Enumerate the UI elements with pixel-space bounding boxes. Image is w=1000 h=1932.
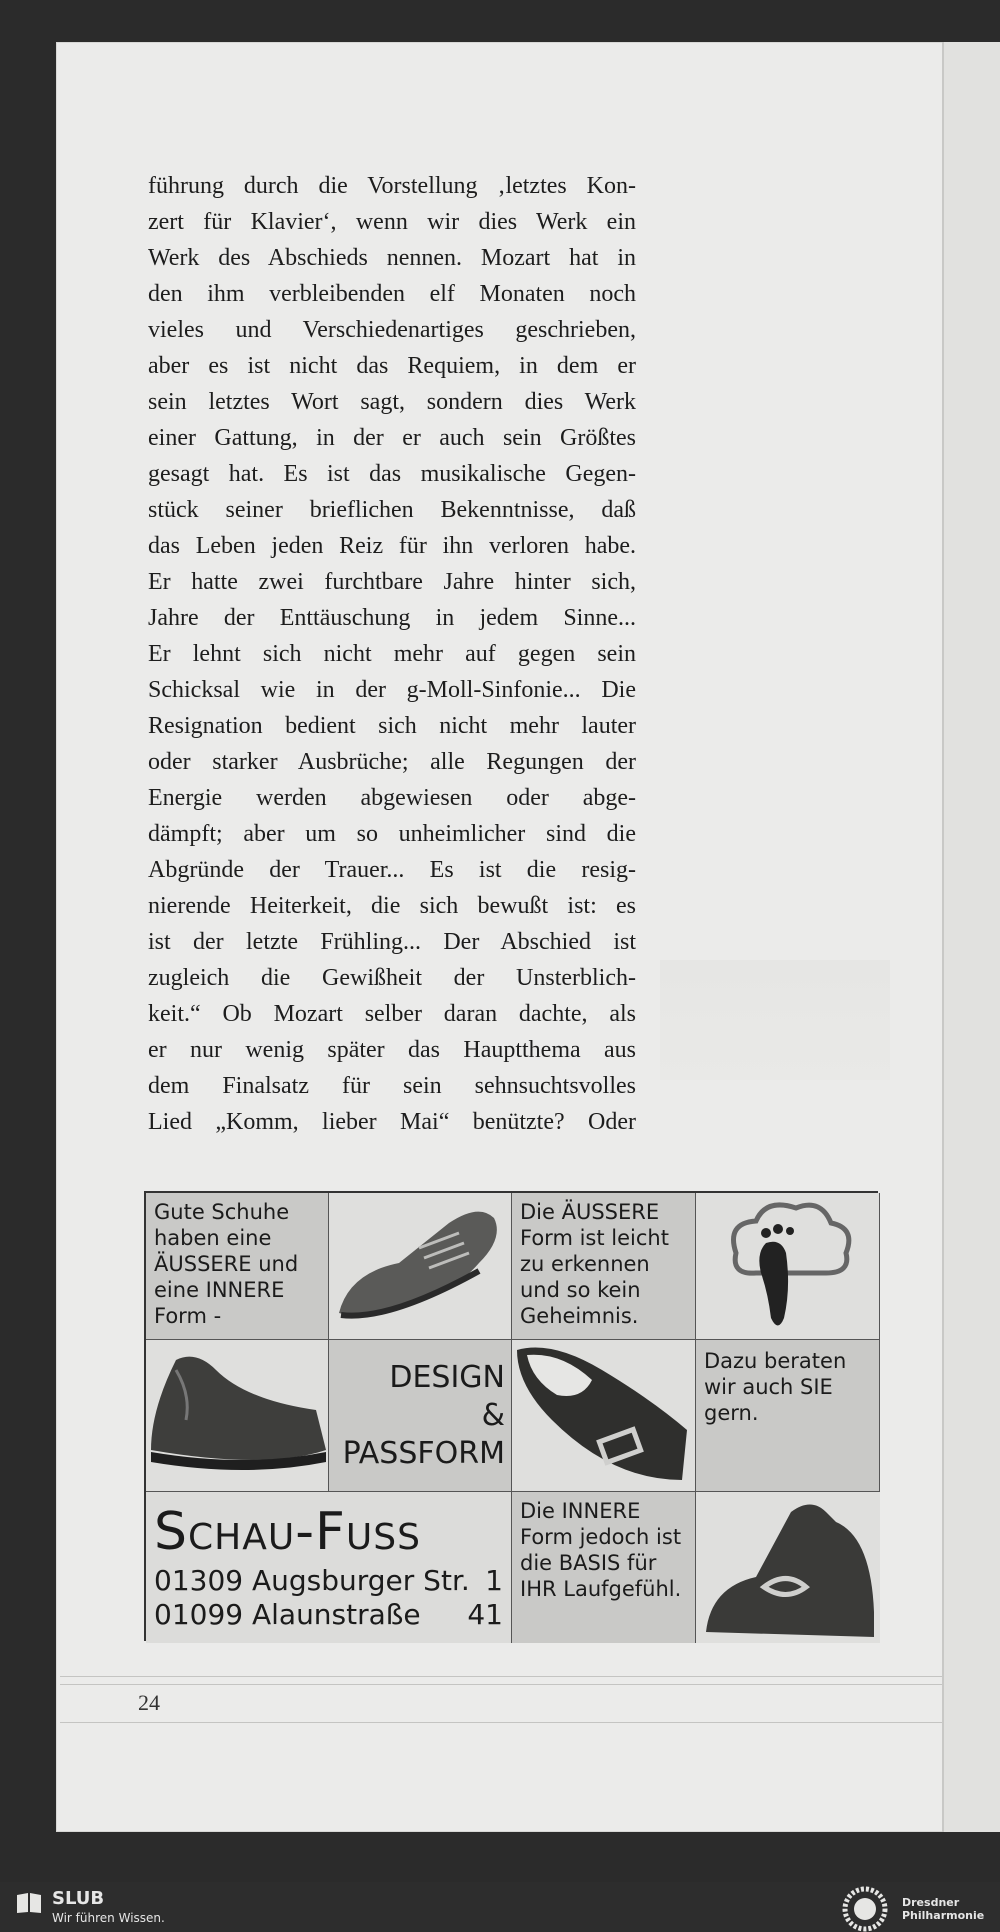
article-line: oder starker Ausbrüche; alle Regungen der	[148, 749, 636, 775]
article-line: Schicksal wie in der g-Moll-Sinfonie... Die	[148, 677, 636, 703]
buckle-shoe-icon	[512, 1340, 696, 1492]
page-rule-2	[60, 1684, 942, 1685]
article-line: den ihm verbleibenden elf Monaten noch	[148, 281, 636, 307]
partner-name-line-2: Philharmonie	[902, 1909, 985, 1922]
address-1-street: 01309 Augsburger Str.	[154, 1564, 470, 1597]
address-1-number: 1	[485, 1564, 503, 1597]
viewer-footer-bar	[0, 1882, 1000, 1932]
article-line: aber es ist nicht das Requiem, in dem er	[148, 353, 636, 379]
address-line-2	[154, 1598, 503, 1632]
article-line: sein letztes Wort sagt, sondern dies Werk	[148, 389, 636, 415]
ad-advice-cell: Dazu beraten wir auch SIE gern.	[696, 1340, 880, 1492]
footprint-cloud-icon	[696, 1193, 880, 1340]
ad-design-passform-cell	[329, 1340, 512, 1492]
article-line: nierende Heiterkeit, die sich bewußt ist: es	[148, 893, 636, 919]
article-line: er nur wenig später das Hauptthema aus	[148, 1037, 636, 1063]
address-line-1	[154, 1564, 503, 1598]
bleed-through-shade	[660, 960, 890, 1080]
ad-ampersand: &	[481, 1397, 505, 1433]
ad-footprint-cell	[696, 1193, 880, 1340]
ad-outer-form-cell: Die ÄUSSERE Form ist leicht zu erkennen und so kein Geheimnis.	[512, 1193, 696, 1340]
article-line: Werk des Abschieds nennen. Mozart hat in	[148, 245, 636, 271]
partner-name-line-1: Dresdner	[902, 1896, 960, 1909]
article-line: zugleich die Gewißheit der Unsterblich-	[148, 965, 636, 991]
address-2-number: 41	[467, 1598, 503, 1631]
article-line: Lied „Komm, lieber Mai“ benützte? Oder	[148, 1109, 636, 1135]
article-line: einer Gattung, in der er auch sein Größtes	[148, 425, 636, 451]
ad-shoe-image-cell-4	[696, 1492, 880, 1643]
page-rule-3	[60, 1722, 942, 1723]
page-number: 24	[138, 1690, 160, 1715]
article-line: Abgründe der Trauer... Es ist die resig-	[148, 857, 636, 883]
shoe-store-advertisement	[144, 1191, 878, 1641]
article-line: dem Finalsatz für sein sehnsuchtsvolles	[148, 1073, 636, 1099]
book-logo-icon	[16, 1892, 42, 1914]
article-line: stück seiner brieflichen Bekenntnisse, daß	[148, 497, 636, 523]
article-line: zert für Klavier‘, wenn wir dies Werk ein	[148, 209, 636, 235]
laced-shoe-icon	[329, 1193, 512, 1340]
article-line: Er lehnt sich nicht mehr auf gegen sein	[148, 641, 636, 667]
ad-intro-cell: Gute Schuhe haben eine ÄUSSERE und eine INNERE Form -	[146, 1193, 329, 1340]
address-2-street: 01099 Alaunstraße	[154, 1598, 421, 1631]
partner-name	[902, 1896, 984, 1922]
ad-brand-block	[146, 1492, 512, 1643]
ad-shoe-image-cell-2	[146, 1340, 329, 1492]
ad-inner-form-cell: Die INNERE Form jedoch ist die BASIS für IHR Laufgefühl.	[512, 1492, 696, 1643]
page-gutter	[942, 42, 944, 1832]
boot-icon	[696, 1492, 880, 1643]
ad-shoe-image-cell	[329, 1193, 512, 1340]
article-line: Resignation bedient sich nicht mehr lauter	[148, 713, 636, 739]
next-page-edge	[942, 42, 1000, 1832]
library-claim: Wir führen Wissen.	[52, 1911, 165, 1925]
article-line: Er hatte zwei furchtbare Jahre hinter sich,	[148, 569, 636, 595]
article-line: gesagt hat. Es ist das musikalische Gegen-	[148, 461, 636, 487]
library-name: SLUB	[52, 1888, 105, 1909]
article-line: Jahre der Enttäuschung in jedem Sinne...	[148, 605, 636, 631]
ad-shoe-image-cell-3	[512, 1340, 696, 1492]
article-line: führung durch die Vorstellung ‚letztes Kon-	[148, 173, 636, 199]
orchestra-logo-icon	[842, 1886, 888, 1932]
article-line: keit.“ Ob Mozart selber daran dachte, als	[148, 1001, 636, 1027]
article-line: ist der letzte Frühling... Der Abschied ist	[148, 929, 636, 955]
article-line: dämpft; aber um so unheimlicher sind die	[148, 821, 636, 847]
article-line: Energie werden abgewiesen oder abge-	[148, 785, 636, 811]
ad-passform-label: PASSFORM	[342, 1435, 505, 1471]
article-line: das Leben jeden Reiz für ihn verloren habe.	[148, 533, 636, 559]
page-rule-1	[60, 1676, 942, 1677]
ad-design-label: DESIGN	[389, 1359, 505, 1395]
brand-name: Schau-Fuss	[154, 1502, 421, 1562]
slip-on-shoe-icon	[146, 1340, 329, 1492]
article-body	[148, 168, 636, 1140]
article-line: vieles und Verschiedenartiges geschrieben,	[148, 317, 636, 343]
